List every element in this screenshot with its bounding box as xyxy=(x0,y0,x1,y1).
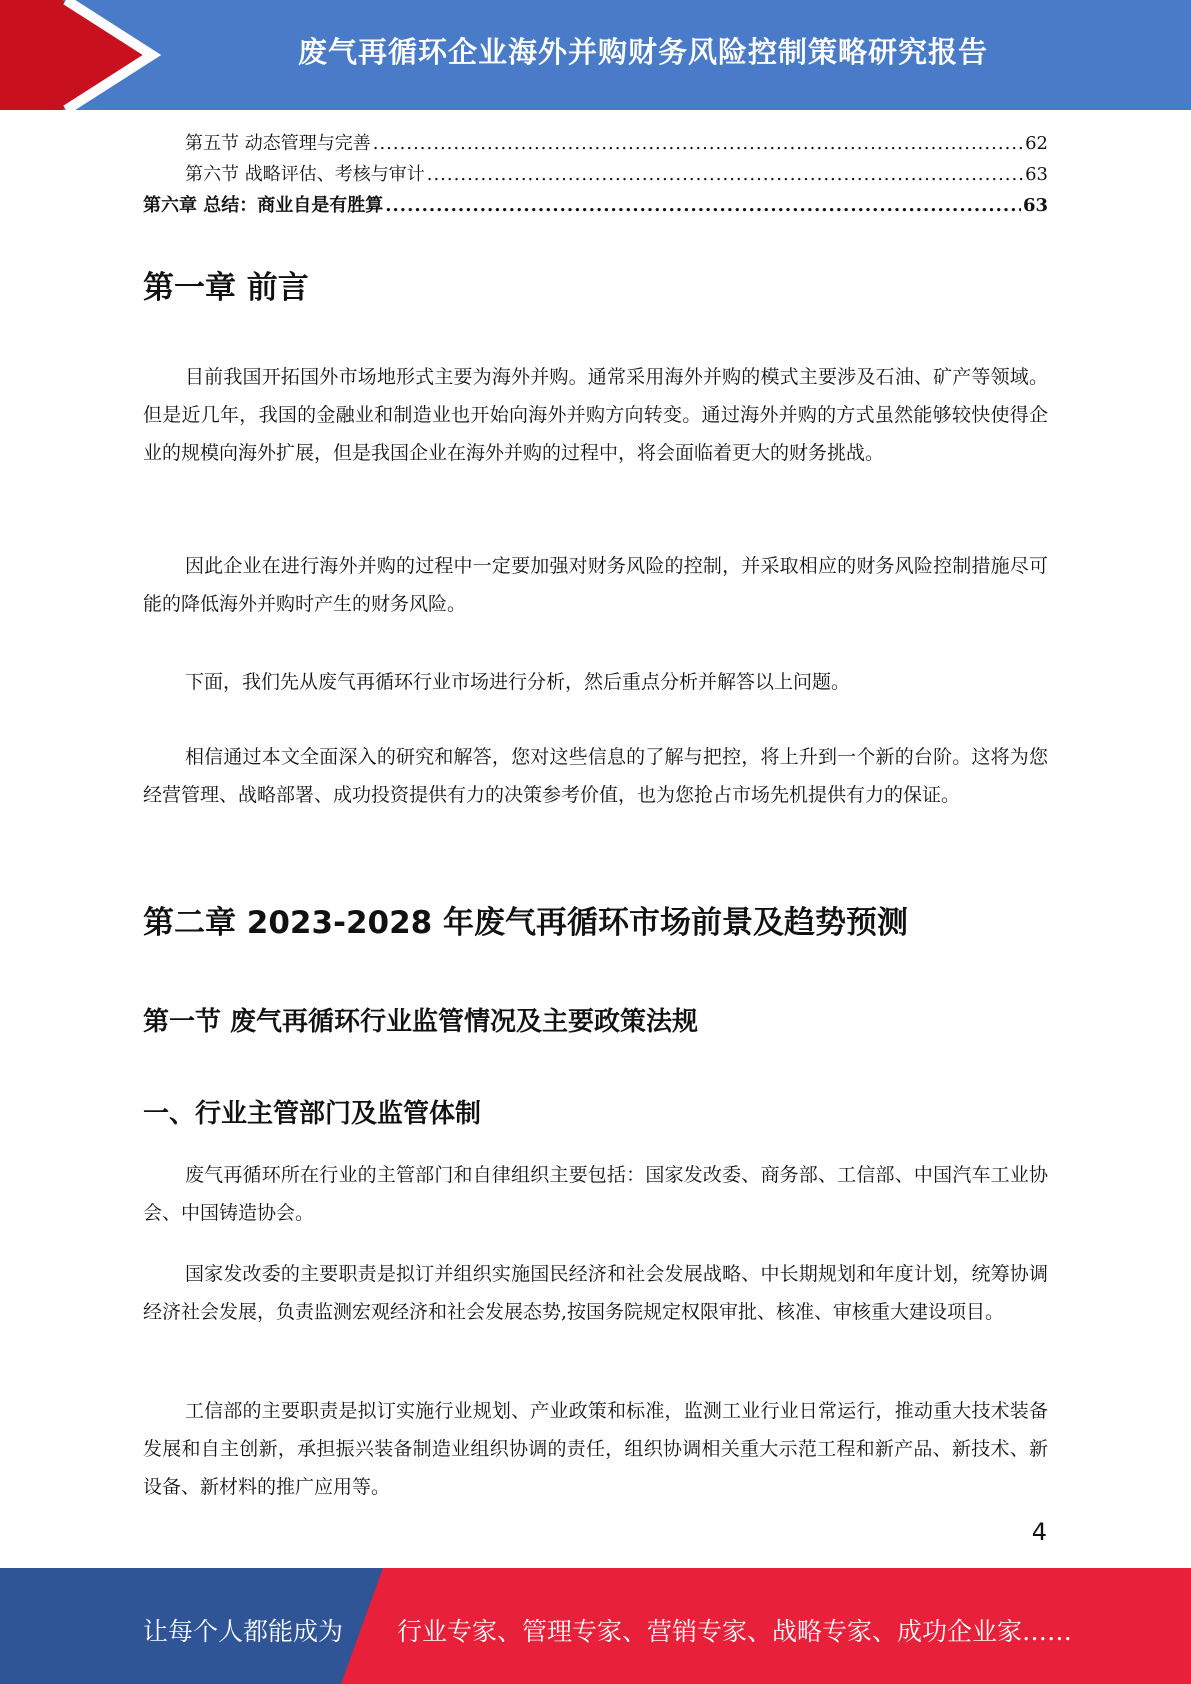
toc-item-label: 第六节 战略评估、考核与审计 xyxy=(185,164,425,185)
paragraph: 工信部的主要职责是拟订实施行业规划、产业政策和标准，监测工业行业日常运行，推动重大技术装备发展和自主创新，承担振兴装备制造业组织协调的责任，组织协调相关重大示范工程和新产品、新技术、新设备、新材料的推广应用等。 xyxy=(143,1400,1048,1498)
report-title: 废气再循环企业海外并购财务风险控制策略研究报告 xyxy=(297,35,988,69)
paragraph: 国家发改委的主要职责是拟订并组织实施国民经济和社会发展战略、中长期规划和年度计划，统筹协调经济社会发展，负责监测宏观经济和社会发展态势,按国务院规定权限审批、核准、审核重大建设项目。 xyxy=(143,1263,1048,1323)
table-of-contents xyxy=(143,128,1048,221)
section-heading: 第一节 废气再循环行业监管情况及主要政策法规 xyxy=(143,1007,699,1037)
toc-item-page: 63 xyxy=(1022,195,1048,216)
toc-item-label: 第六章 总结：商业自是有胜算 xyxy=(143,195,384,216)
toc-item[interactable] xyxy=(143,128,1048,159)
subsection-heading: 一、行业主管部门及监管体制 xyxy=(143,1099,482,1129)
toc-item[interactable] xyxy=(143,190,1048,221)
page-number: 4 xyxy=(1031,1518,1047,1546)
toc-leader-dots xyxy=(373,128,1023,159)
chapter-1-heading: 第一章 前言 xyxy=(143,270,309,306)
footer-slogan-left: 让每个人都能成为 xyxy=(143,1617,344,1646)
footer-slogan-right: 行业专家、管理专家、营销专家、战略专家、成功企业家…… xyxy=(397,1617,1073,1646)
page-footer xyxy=(0,1568,1191,1684)
toc-item-page: 62 xyxy=(1025,133,1048,154)
paragraph: 下面，我们先从废气再循环行业市场进行分析，然后重点分析并解答以上问题。 xyxy=(185,671,851,693)
toc-leader-dots xyxy=(385,190,1021,221)
paragraph: 因此企业在进行海外并购的过程中一定要加强对财务风险的控制，并采取相应的财务风险控制措施尽可能的降低海外并购时产生的财务风险。 xyxy=(143,555,1048,615)
toc-leader-dots xyxy=(427,159,1023,190)
paragraph: 废气再循环所在行业的主管部门和自律组织主要包括：国家发改委、商务部、工信部、中国汽车工业协会、中国铸造协会。 xyxy=(143,1164,1048,1224)
paragraph: 目前我国开拓国外市场地形式主要为海外并购。通常采用海外并购的模式主要涉及石油、矿产等领域。但是近几年，我国的金融业和制造业也开始向海外并购方向转变。通过海外并购的方式虽然能够较快使得企业的规模向海外扩展，但是我国企业在海外并购的过程中，将会面临着更大的财务挑战。 xyxy=(143,366,1048,464)
toc-item-label: 第五节 动态管理与完善 xyxy=(185,133,371,154)
paragraph: 相信通过本文全面深入的研究和解答，您对这些信息的了解与把控，将上升到一个新的台阶。这将为您经营管理、战略部署、成功投资提供有力的决策参考价值，也为您抢占市场先机提供有力的保证。 xyxy=(143,746,1048,806)
toc-item[interactable] xyxy=(143,159,1048,190)
page-header xyxy=(0,0,1191,110)
toc-item-page: 63 xyxy=(1025,164,1048,185)
chapter-2-heading: 第二章 2023-2028 年废气再循环市场前景及趋势预测 xyxy=(143,905,909,941)
